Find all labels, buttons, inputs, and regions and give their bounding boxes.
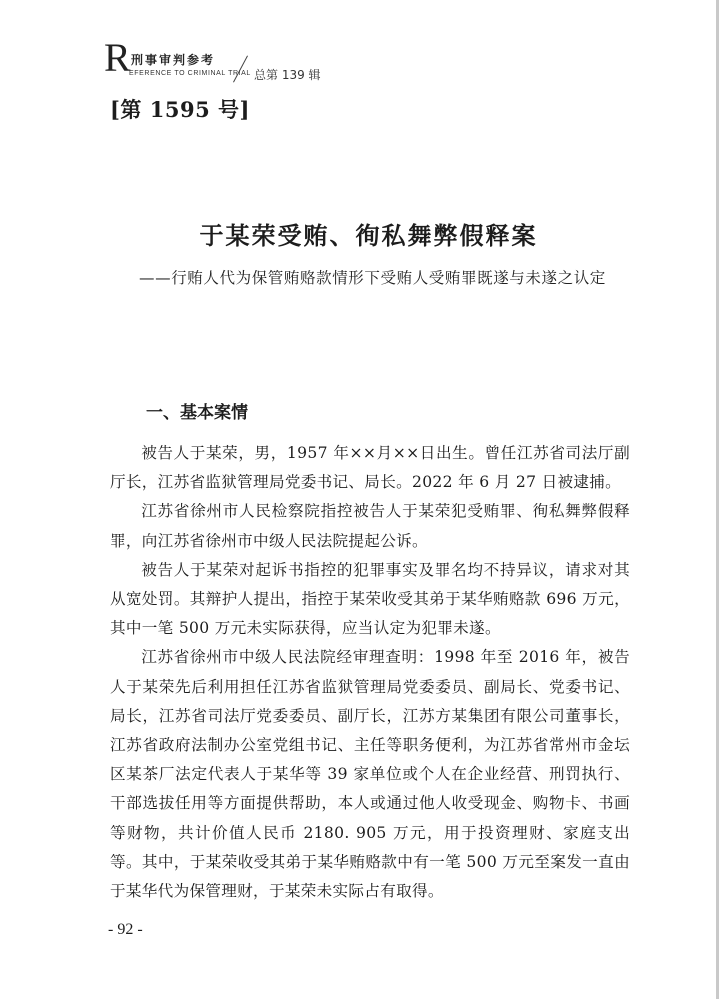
section-heading: 一、基本案情 — [146, 403, 248, 423]
paragraph-3: 被告人于某荣对起诉书指控的犯罪事实及罪名均不持异议，请求对其从宽处罚。其辩护人提出，指控于某荣收受其弟于某华贿赂款 696 万元，其中一笔 500 万元未实际获得，应当认定为犯罪未遂。 — [110, 560, 630, 638]
running-header — [104, 35, 434, 88]
page-number: - 92 - — [108, 921, 143, 938]
case-title: 于某荣受贿、徇私舞弊假释案 — [199, 221, 538, 250]
series-logo: R — [104, 35, 131, 80]
paragraph-1: 被告人于某荣，男，1957 年××月××日出生。曾任江苏省司法厅副厅长，江苏省监狱管理局党委书记、局长。2022 年 6 月 27 日被逮捕。 — [110, 444, 630, 492]
case-subtitle: ——行贿人代为保管贿赂款情形下受贿人受贿罪既遂与未遂之认定 — [139, 269, 606, 287]
header-divider — [233, 56, 248, 83]
paragraph-2: 江苏省徐州市人民检察院指控被告人于某荣犯受贿罪、徇私舞弊假释罪，向江苏省徐州市中级人民法院提起公诉。 — [110, 502, 630, 550]
series-title: 刑事审判参考 — [131, 53, 216, 67]
case-number: [第 1595 号] — [110, 97, 250, 122]
volume-label: 总第 139 辑 — [254, 68, 321, 82]
paragraph-4: 江苏省徐州市中级人民法院经审理查明：1998 年至 2016 年，被告人于某荣先后利用担任江苏省监狱管理局党委委员、副局长、党委书记、局长，江苏省司法厅党委委员、副厅长，江苏方某集团有限公司董事长，江苏省政府法制办公室党组书记、主任等职务便利，为江苏省常州市金坛区某茶厂法定代表人于某华等 39 家单位或个人在企业经营、刑罚执行、干部选拔任用等方面提供帮助，本人或通过他人收受现金、购物卡、书画等财物，共计价值人民币 2180. 905 万元，用于投资理财、家庭支出等。其中，于某荣收受其弟于某华贿赂款中有一笔 500 万元至案发一直由于某华代为保管理财，于某荣未实际占有取得。 — [110, 648, 630, 901]
body-text — [110, 439, 630, 906]
series-subtitle: EFERENCE TO CRIMINAL TRIAL — [129, 70, 251, 77]
